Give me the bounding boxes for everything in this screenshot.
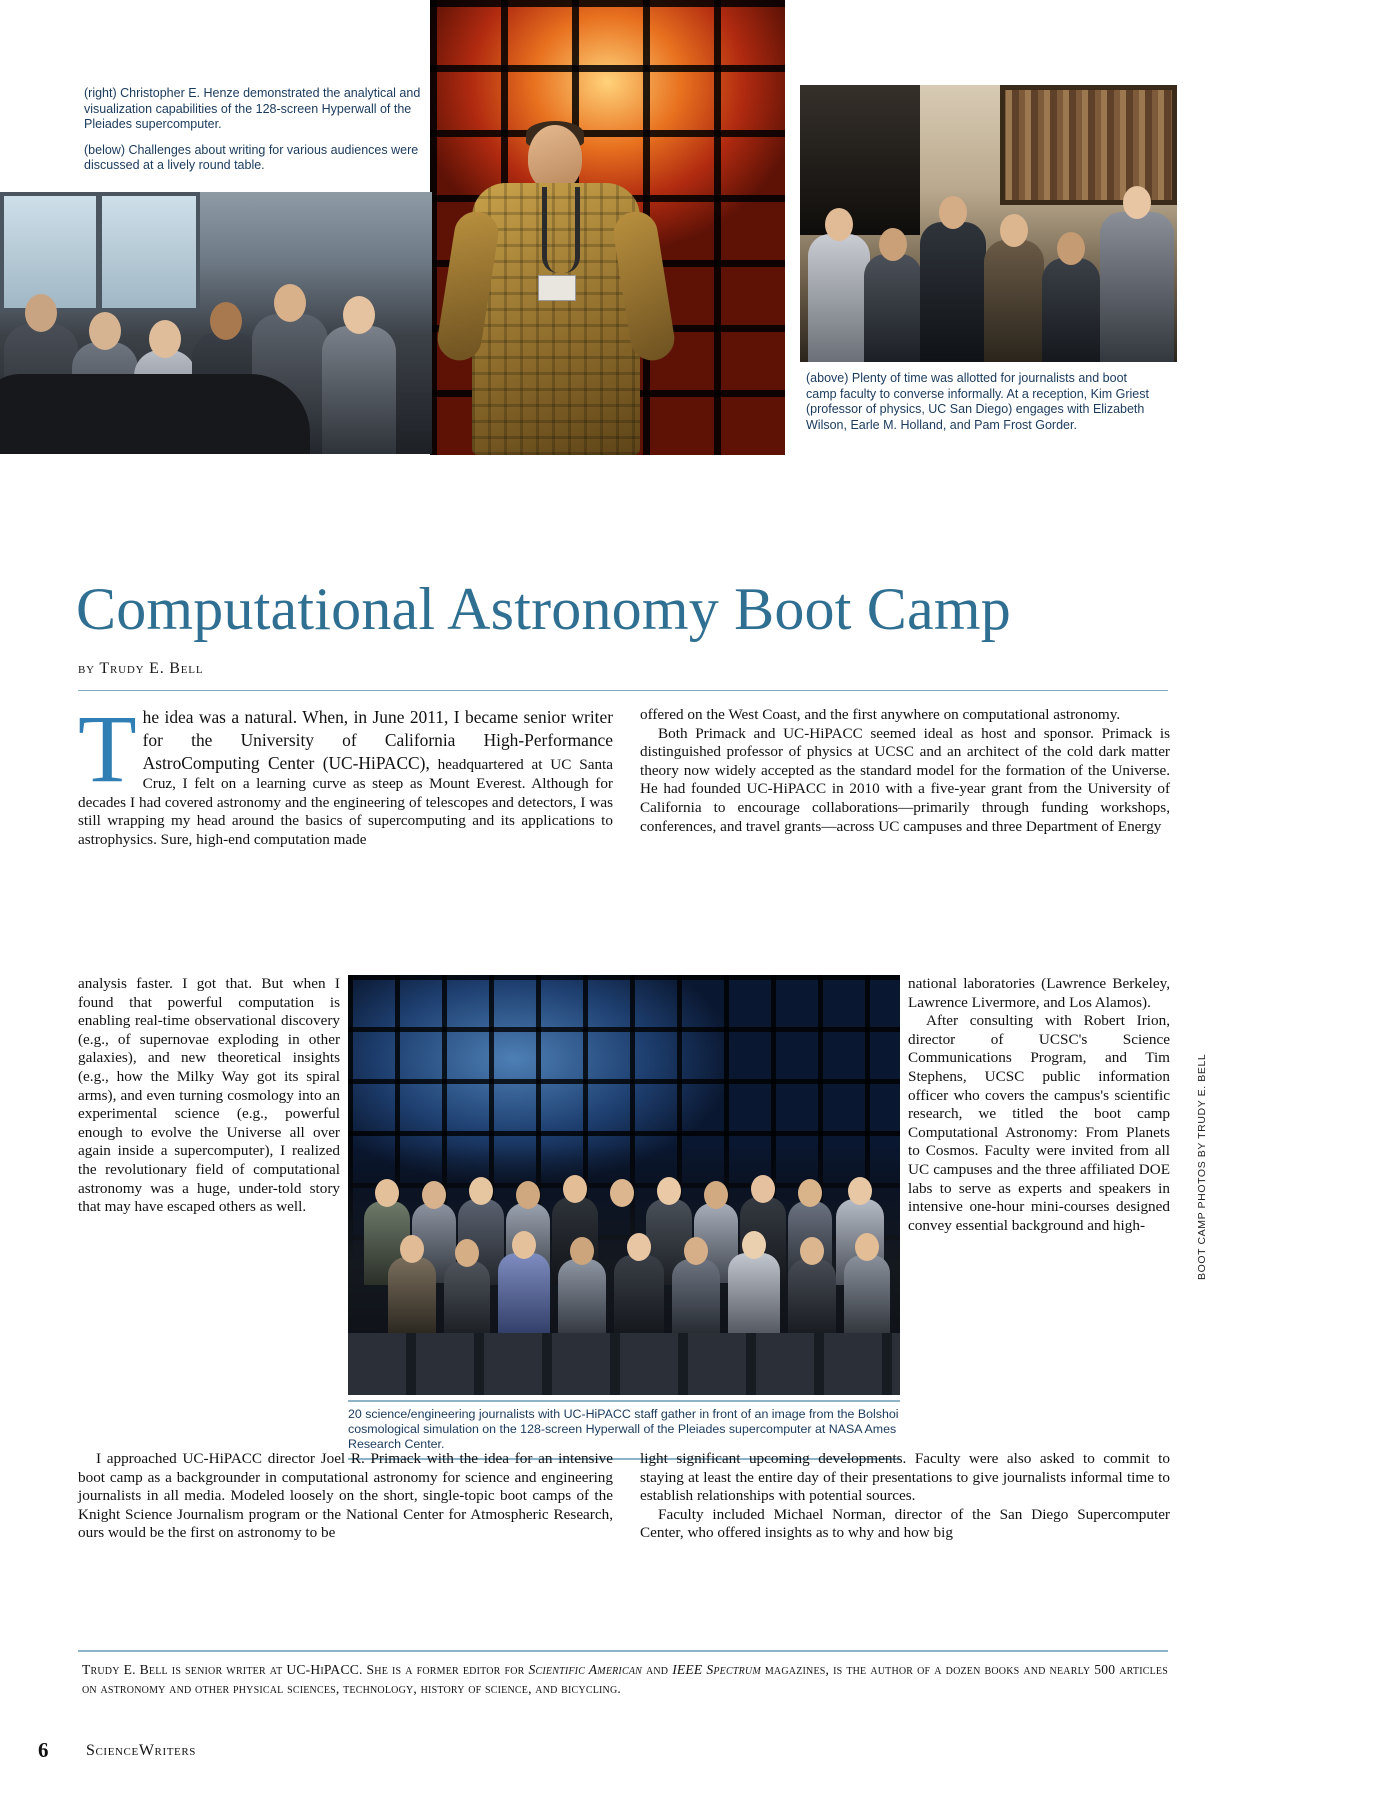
- journalist-head: [516, 1181, 540, 1209]
- journalist: [728, 1253, 780, 1333]
- lead-continuation: headquartered at UC Santa Cruz, I felt on a learning curve as steep as Mount Everest. Although for decades I had covered astronomy and the engineering of telescopes and detectors, I was still wrapping my head around the basics of supercomputing and its applications to astrophysics. Sure, high-end computation made: [78, 756, 613, 848]
- attendee-head: [343, 296, 375, 334]
- guest-head: [1057, 232, 1085, 265]
- caption-top-right: [806, 371, 1154, 433]
- guest: [864, 254, 922, 362]
- caption-group-photo-text: 20 science/engineering journalists with UC-HiPACC staff gather in front of an image from the Bolshoi cosmological simulation on the 128-screen Hyperwall of the Pleiades supercomputer at NASA Ames Research Center.: [348, 1407, 899, 1452]
- journalist: [498, 1253, 550, 1333]
- journalist: [614, 1255, 664, 1333]
- conference-table: [0, 374, 310, 454]
- paragraph: I approached UC-HiPACC director Joel R. Primack with the idea for an intensive boot camp as a backgrounder in computational astronomy for science and engineering journalists in all media. Modeled loosely on the short, single-topic boot camps of the Knight Science Journalism program or the National Center for Atmospheric Research, ours would be the first on astronomy to be: [78, 1450, 613, 1542]
- author-bio: [82, 1660, 1168, 1698]
- journalist-head: [570, 1237, 594, 1265]
- attendee-head: [210, 302, 242, 340]
- paragraph: analysis faster. I got that. But when I found that powerful computation is enabling real-time observational discovery (e.g., of supernovae exploding in other galaxies), and new theoretical insights (e.g., how the Milky Way got its spiral arms), and even turning cosmology into an experimental science (e.g., powerful enough to evolve the Universe all over again inside a supercomputer), I realized the revolutionary field of computational astronomy was a huge, under-told story that may have escaped others as well.: [78, 975, 340, 1216]
- body-column-right-lower: [640, 1450, 1170, 1543]
- journalist-head: [512, 1231, 536, 1259]
- drop-cap: T: [78, 695, 137, 802]
- byline-rule: [78, 690, 1168, 691]
- attendee-head: [89, 312, 121, 350]
- attendee-head: [149, 320, 181, 358]
- photo-group-journalists: [348, 975, 900, 1395]
- body-column-right-narrow: [908, 975, 1170, 1235]
- lead-paragraph: [78, 695, 613, 849]
- journalist-head: [455, 1239, 479, 1267]
- attendee-head: [274, 284, 306, 322]
- attendee: [322, 326, 396, 454]
- paragraph: light significant upcoming developments. Faculty were also asked to commit to staying at least the entire day of their presentations to give journalists informal time to establish relationships with potential sources.: [640, 1450, 1170, 1505]
- paragraph: national laboratories (Lawrence Berkeley, Lawrence Livermore, and Los Alamos).: [908, 975, 1170, 1011]
- photo-reception-conversation: [800, 85, 1177, 362]
- caption-top-left: [84, 86, 424, 184]
- journalist-head: [742, 1231, 766, 1259]
- journalist-head: [798, 1179, 822, 1207]
- journalist: [672, 1259, 720, 1333]
- journalist-head: [375, 1179, 399, 1207]
- journalist: [788, 1259, 836, 1333]
- caption-top-left-line-2: (below) Challenges about writing for various audiences were discussed at a lively round table.: [84, 142, 419, 172]
- journalist-head: [400, 1235, 424, 1263]
- bio-rule: [78, 1650, 1168, 1652]
- caption-rule-top: [348, 1400, 900, 1402]
- journalist: [558, 1259, 606, 1333]
- paragraph: After consulting with Robert Irion, director of UCSC's Science Communications Program, and Tim Stephens, UCSC public information officer who covers the campus's scientific research, we titled the boot camp Computational Astronomy: From Planets to Cosmos. Faculty were invited from all UC campuses and the three affiliated DOE labs to serve as experts and speakers in intensive one-hour mini-courses designed convey essential background and high-: [908, 1012, 1170, 1234]
- body-column-right-top: [640, 706, 1170, 836]
- bio-part-1: Trudy E. Bell is senior writer at UC-HiPACC. She is a former editor for: [82, 1662, 529, 1677]
- figure-lanyard: [542, 187, 580, 273]
- paragraph: offered on the West Coast, and the first anywhere on computational astronomy.: [640, 706, 1121, 723]
- page-title: Computational Astronomy Boot Camp: [76, 576, 1011, 642]
- lead-sentence: he idea was a natural. When, in June 2011, I became senior writer for the University of California High-Performance AstroComputing Center (UC-HiPACC),: [142, 707, 613, 773]
- guest-head: [825, 208, 853, 241]
- guest: [808, 234, 870, 362]
- journalist-head: [751, 1175, 775, 1203]
- guest-head: [879, 228, 907, 261]
- journalist-head: [610, 1179, 634, 1207]
- reception-bookshelf: [1000, 85, 1177, 205]
- body-column-left-narrow: [78, 975, 340, 1217]
- guest: [984, 240, 1044, 362]
- byline: by Trudy E. Bell: [78, 660, 204, 677]
- page-number: 6: [38, 1738, 49, 1762]
- journalist-head: [469, 1177, 493, 1205]
- figure-head: [528, 125, 582, 191]
- caption-top-right-text: (above) Plenty of time was allotted for journalists and boot camp faculty to converse informally. At a reception, Kim Griest (professor of physics, UC San Diego) engages with Elizabeth Wilson, Earle M. Holland, and Pam Frost Gorder.: [806, 371, 1149, 432]
- journalist-head: [422, 1181, 446, 1209]
- paragraph: Both Primack and UC-HiPACC seemed ideal as host and sponsor. Primack is distinguished professor of physics at UCSC and an architect of the cold dark matter theory now widely accepted as the standard model for the formation of the Universe. He had founded UC-HiPACC in 2010 with a five-year grant from the University of California to encourage collaborations—primarily through funding workshops, conferences, and travel grants—across UC campuses and three Department of Energy: [640, 724, 1170, 835]
- guest-head: [1123, 186, 1151, 219]
- journalist-head: [684, 1237, 708, 1265]
- photo-hyperwall-demonstration: [430, 0, 785, 455]
- journalist-head: [848, 1177, 872, 1205]
- top-photo-band: [0, 0, 1377, 462]
- room-window: [0, 192, 200, 312]
- journalist: [388, 1257, 436, 1333]
- guest: [1100, 212, 1174, 362]
- auditorium-seats: [348, 1333, 900, 1395]
- vertical-photo-credit: BOOT CAMP PHOTOS BY TRUDY E. BELL: [1196, 1053, 1208, 1280]
- journalist-head: [657, 1177, 681, 1205]
- journalist-head: [563, 1175, 587, 1203]
- body-column-left-top: [78, 695, 613, 849]
- photo-round-table-discussion: [0, 192, 432, 454]
- guest-head: [939, 196, 967, 229]
- body-column-left-lower: [78, 1450, 613, 1543]
- bio-italic-scientific-american: Scientific American: [528, 1662, 643, 1677]
- journalist: [844, 1255, 890, 1333]
- guest-head: [1000, 214, 1028, 247]
- bio-part-2: and: [642, 1662, 673, 1677]
- journalist-head: [627, 1233, 651, 1261]
- caption-top-left-line-1: (right) Christopher E. Henze demonstrated the analytical and visualization capabilities of the 128-screen Hyperwall of the Pleiades supercomputer.: [84, 86, 421, 131]
- publication-name: ScienceWriters: [86, 1742, 197, 1759]
- journalist: [444, 1261, 490, 1333]
- guest: [1042, 258, 1100, 362]
- attendee-head: [25, 294, 57, 332]
- journalist-head: [800, 1237, 824, 1265]
- guest: [920, 222, 986, 362]
- journalist-head: [855, 1233, 879, 1261]
- reception-dark-wall: [800, 85, 920, 235]
- bio-part-3: magazines, is the author of a dozen books and nearly 500 articles on astronomy and other physical sciences, technology, history of science, and bicycling.: [82, 1662, 1168, 1696]
- paragraph: Faculty included Michael Norman, director of the San Diego Supercomputer Center, who offered insights as to why and how big: [640, 1505, 1170, 1542]
- figure-badge: [538, 275, 576, 301]
- journalist-head: [704, 1181, 728, 1209]
- speaker-figure: [450, 125, 670, 455]
- bio-italic-ieee-spectrum: IEEE Spectrum: [672, 1662, 761, 1677]
